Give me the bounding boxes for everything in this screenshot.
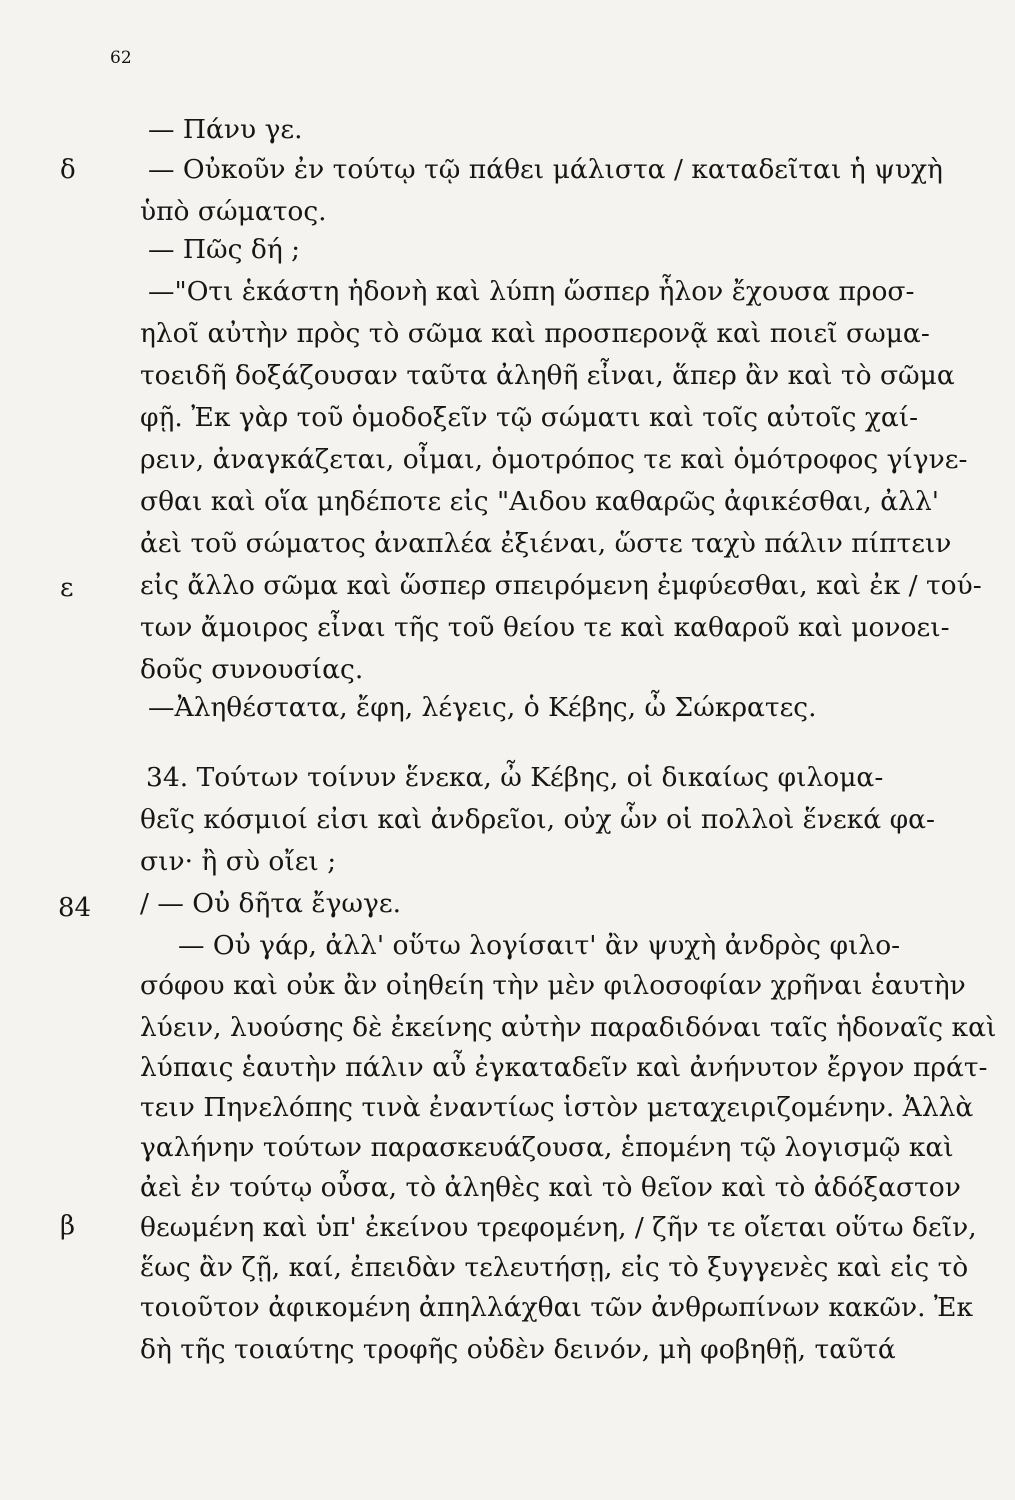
text-line: φῇ. Ἐκ γὰρ τοῦ ὁμοδοξεῖν τῷ σώματι καὶ τοῖς αὐτοῖς χαί-	[140, 402, 919, 433]
text-line: ὑπὸ σώματος.	[140, 196, 327, 227]
margin-mark-beta: β	[60, 1211, 76, 1241]
text-line: δοῦς συνουσίας.	[140, 654, 364, 685]
text-line: τοιοῦτον ἀφικομένη ἀπηλλάχθαι τῶν ἀνθρωπίνων κακῶν. Ἐκ	[140, 1292, 974, 1323]
text-line: σθαι καὶ οἵα μηδέποτε εἰς "Αιδου καθαρῶς ἀφικέσθαι, ἀλλ'	[140, 486, 940, 517]
text-line: —Ἀληθέστατα, ἔφη, λέγεις, ὁ Κέβης, ὦ Σώκρατες.	[148, 692, 817, 723]
text-line: ἀεὶ τοῦ σώματος ἀναπλέα ἐξιέναι, ὥστε ταχὺ πάλιν πίπτειν	[140, 528, 952, 559]
text-line: λύπαις ἑαυτὴν πάλιν αὖ ἐγκαταδεῖν καὶ ἀνήνυτον ἔργον πράτ-	[140, 1052, 988, 1083]
text-line: θεῖς κόσμιοί εἰσι καὶ ἀνδρεῖοι, οὐχ ὧν οἱ πολλοὶ ἕνεκά φα-	[140, 804, 935, 835]
text-line: σόφου καὶ οὐκ ἂν οἰηθείη τὴν μὲν φιλοσοφίαν χρῆναι ἑαυτὴν	[140, 970, 966, 1001]
text-line: — Πάνυ γε.	[148, 114, 303, 145]
margin-mark-delta: δ	[60, 155, 76, 185]
text-line: θεωμένη καὶ ὑπ' ἐκείνου τρεφομένη, / ζῆν τε οἴεται οὕτω δεῖν,	[140, 1212, 977, 1243]
text-line: ρειν, ἀναγκάζεται, οἶμαι, ὁμοτρόπος τε καὶ ὁμότροφος γίγνε-	[140, 444, 968, 475]
text-line: — Οὐ γάρ, ἀλλ' οὕτω λογίσαιτ' ἂν ψυχὴ ἀνδρὸς φιλο-	[178, 930, 901, 961]
text-line: δὴ τῆς τοιαύτης τροφῆς οὐδὲν δεινόν, μὴ φοβηθῇ, ταῦτά	[140, 1334, 896, 1365]
text-line: ἀεὶ ἐν τούτῳ οὖσα, τὸ ἀληθὲς καὶ τὸ θεῖον καὶ τὸ ἀδόξαστον	[140, 1172, 961, 1203]
text-line: —"Οτι ἑκάστη ἡδονὴ καὶ λύπη ὥσπερ ἧλον ἔχουσα προσ-	[148, 276, 915, 307]
margin-mark-84: 84	[58, 893, 92, 923]
text-line: τοειδῆ δοξάζουσαν ταῦτα ἀληθῆ εἶναι, ἅπερ ἂν καὶ τὸ σῶμα	[140, 360, 955, 391]
margin-mark-epsilon: ε	[60, 573, 74, 603]
text-line: ηλοῖ αὐτὴν πρὸς τὸ σῶμα καὶ προσπερονᾷ καὶ ποιεῖ σωμα-	[140, 318, 930, 349]
text-line: των ἄμοιρος εἶναι τῆς τοῦ θείου τε καὶ καθαροῦ καὶ μονοει-	[140, 612, 950, 643]
text-line: σιν· ἢ σὺ οἴει ;	[140, 846, 337, 877]
text-line: — Πῶς δή ;	[148, 234, 301, 265]
text-line: — Οὐκοῦν ἐν τούτῳ τῷ πάθει μάλιστα / καταδεῖται ἡ ψυχὴ	[148, 154, 943, 185]
text-line: λύειν, λυούσης δὲ ἐκείνης αὐτὴν παραδιδόναι ταῖς ἡδοναῖς καὶ	[140, 1012, 997, 1043]
text-line: τειν Πηνελόπης τινὰ ἐναντίως ἱστὸν μεταχειριζομένην. Ἀλλὰ	[140, 1092, 974, 1123]
text-line: 34. Τούτων τοίνυν ἕνεκα, ὦ Κέβης, οἱ δικαίως φιλομα-	[146, 762, 884, 793]
page-number: 62	[110, 48, 132, 68]
text-line: ἕως ἂν ζῇ, καί, ἐπειδὰν τελευτήσῃ, εἰς τὸ ξυγγενὲς καὶ εἰς τὸ	[140, 1252, 969, 1283]
text-line: γαλήνην τούτων παρασκευάζουσα, ἑπομένη τῷ λογισμῷ καὶ	[140, 1132, 954, 1163]
text-line: / — Οὐ δῆτα ἔγωγε.	[140, 888, 402, 919]
text-line: εἰς ἄλλο σῶμα καὶ ὥσπερ σπειρόμενη ἐμφύεσθαι, καὶ ἐκ / τού-	[140, 570, 982, 601]
